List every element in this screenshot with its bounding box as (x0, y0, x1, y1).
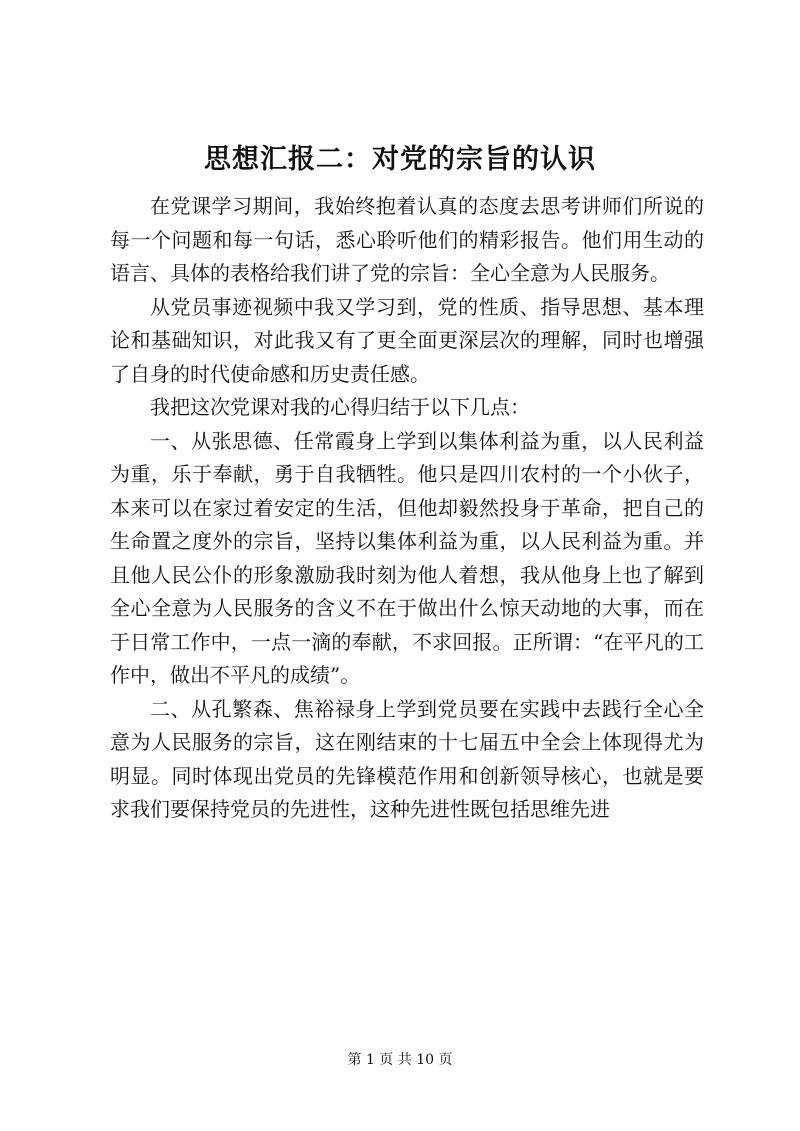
document-body (110, 190, 704, 827)
paragraph-3: 我把这次党课对我的心得归结于以下几点： (150, 395, 530, 419)
page-footer: 第 1 页 共 10 页 (347, 1052, 453, 1068)
paragraph-1: 在党课学习期间，我始终抱着认真的态度去思考讲师们所说的每一个问题和每一句话，悉心聆听他们的精彩报告。他们用生动的语言、具体的表格给我们讲了党的宗旨：全心全意为人民服务。 (110, 194, 704, 285)
document-title: 思想汇报二：对党的宗旨的认识 (204, 144, 596, 175)
paragraph-5: 二、从孔繁森、焦裕禄身上学到党员要在实践中去践行全心全意为人民服务的宗旨，这在刚结束的十七届五中全会上体现得尤为明显。同时体现出党员的先锋模范作用和创新领导核心，也就是要求我们要保持党员的先进性，这种先进性既包括思维先进 (110, 696, 704, 821)
paragraph-2: 从党员事迹视频中我又学习到，党的性质、指导思想、基本理论和基础知识，对此我又有了更全面更深层次的理解，同时也增强了自身的时代使命感和历史责任感。 (110, 294, 704, 386)
paragraph-4: 一、从张思德、任常霞身上学到以集体利益为重，以人民利益为重，乐于奉献，勇于自我牺牲。他只是四川农村的一个小伙子，本来可以在家过着安定的生活，但他却毅然投身于革命，把自己的生命置之度外的宗旨，坚持以集体利益为重，以人民利益为重。并且他人民公仆的形象激励我时刻为他人着想，我从他身上也了解到全心全意为人民服务的含义不在于做出什么惊天动地的大事，而在于日常工作中，一点一滴的奉献，不求回报。正所谓：“在平凡的工作中，做出不平凡的成绩”。 (110, 428, 704, 687)
